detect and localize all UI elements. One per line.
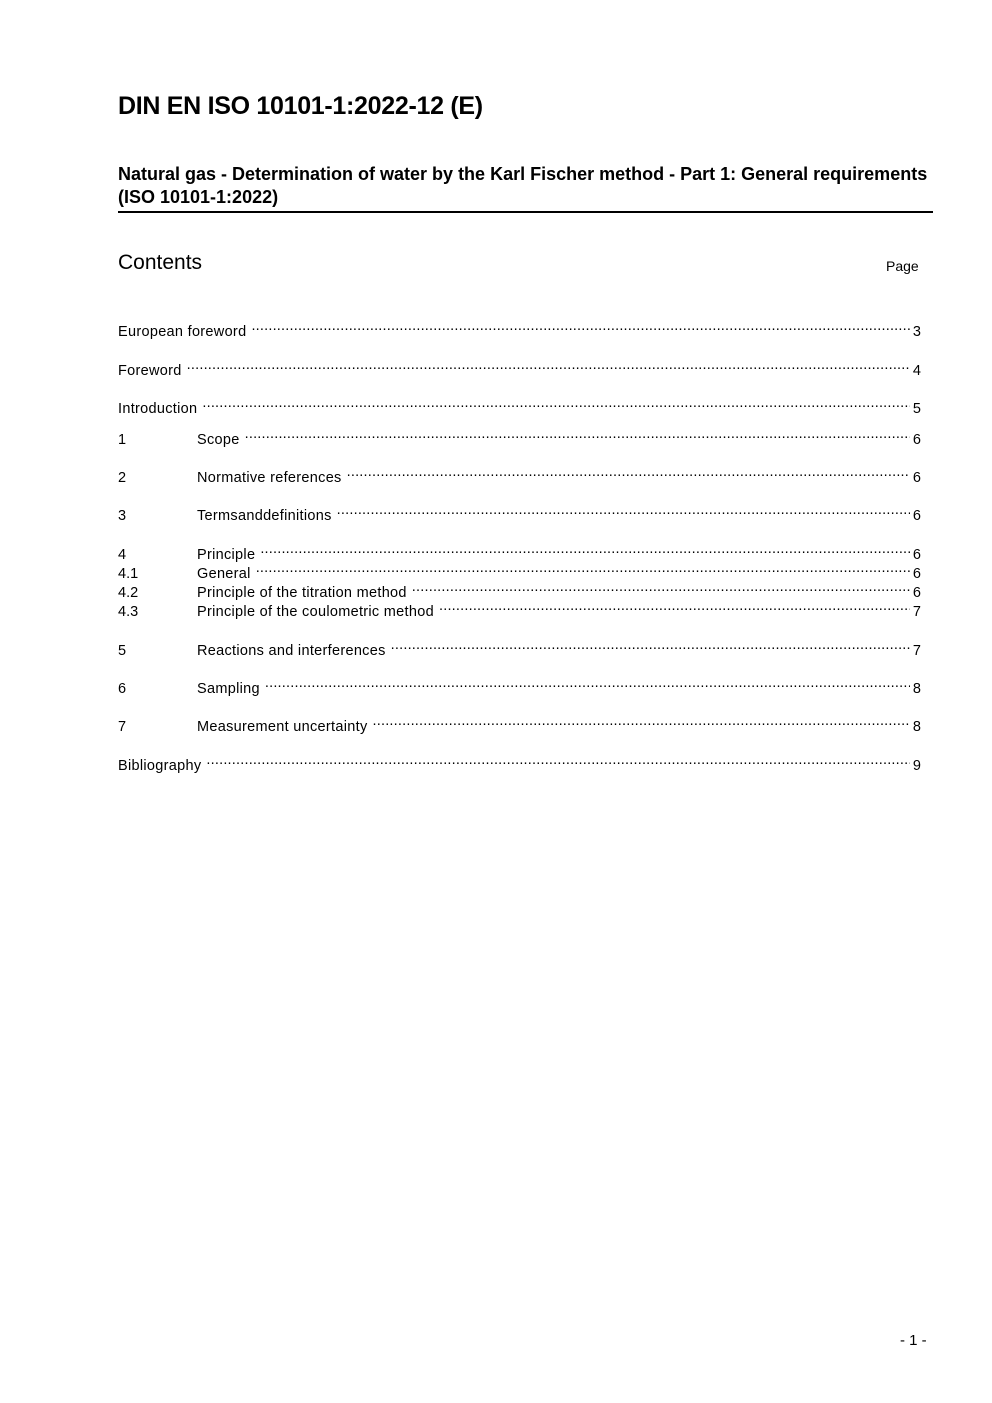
toc-entry-number: 2 bbox=[118, 470, 127, 486]
toc-entry-page: 9 bbox=[912, 758, 921, 774]
toc-entry-page: 8 bbox=[912, 681, 921, 697]
toc-entry-sampling[interactable] bbox=[118, 674, 921, 697]
toc-entry-page: 3 bbox=[912, 324, 921, 340]
toc-entry-page: 6 bbox=[912, 547, 921, 563]
toc-leader-dots bbox=[256, 559, 910, 578]
toc-entry-text: Introduction bbox=[118, 401, 198, 417]
toc-entry-principle[interactable] bbox=[118, 540, 921, 563]
toc-entry-scope[interactable] bbox=[118, 425, 921, 448]
toc-entry-text: Scope bbox=[197, 432, 240, 448]
toc-entry-bibliography[interactable] bbox=[118, 751, 921, 774]
toc-entry-text: Termsanddefinitions bbox=[197, 508, 332, 524]
document-title: DIN EN ISO 10101-1:2022-12 (E) bbox=[118, 92, 483, 120]
toc-entry-number: 4.2 bbox=[118, 585, 139, 601]
toc-entry-measurement-uncertainty[interactable] bbox=[118, 712, 921, 735]
toc-entry-text: Reactions and interferences bbox=[197, 643, 386, 659]
toc-entry-text: General bbox=[197, 566, 251, 582]
toc-entry-number: 6 bbox=[118, 681, 127, 697]
toc-entry-page: 6 bbox=[912, 585, 921, 601]
toc-entry-page: 5 bbox=[912, 401, 921, 417]
toc-entry-text: Measurement uncertainty bbox=[197, 719, 368, 735]
toc-leader-dots bbox=[373, 712, 910, 731]
toc-entry-number: 4.1 bbox=[118, 566, 139, 582]
toc-leader-dots bbox=[251, 317, 909, 336]
toc-leader-dots bbox=[337, 501, 910, 520]
toc-entry-text: Principle of the titration method bbox=[197, 585, 407, 601]
toc-leader-dots bbox=[265, 674, 910, 693]
toc-leader-dots bbox=[206, 751, 910, 770]
toc-entry-coulometric-method[interactable] bbox=[118, 597, 921, 620]
document-subtitle: Natural gas - Determination of water by the Karl Fischer method - Part 1: General requirements (ISO 10101-1:2022) bbox=[118, 163, 933, 213]
toc-entry-european-foreword[interactable] bbox=[118, 317, 921, 340]
toc-entry-text: Principle of the coulometric method bbox=[197, 604, 434, 620]
contents-heading: Contents bbox=[118, 251, 203, 274]
toc-entry-page: 8 bbox=[912, 719, 921, 735]
toc-entry-page: 4 bbox=[912, 363, 921, 379]
toc-entry-reactions-and-interferences[interactable] bbox=[118, 636, 921, 659]
toc-entry-introduction[interactable] bbox=[118, 394, 921, 417]
toc-entry-page: 6 bbox=[912, 432, 921, 448]
toc-entry-normative-references[interactable] bbox=[118, 463, 921, 486]
toc-entry-text: Bibliography bbox=[118, 758, 202, 774]
toc-entry-number: 4.3 bbox=[118, 604, 139, 620]
toc-entry-number: 4 bbox=[118, 547, 127, 563]
toc-entry-terms-and-definitions[interactable] bbox=[118, 501, 921, 524]
toc-leader-dots bbox=[412, 578, 910, 597]
toc-leader-dots bbox=[245, 425, 910, 444]
page-column-heading: Page bbox=[886, 258, 919, 274]
toc-entry-text: Sampling bbox=[197, 681, 260, 697]
toc-entry-page: 7 bbox=[912, 643, 921, 659]
toc-entry-titration-method[interactable] bbox=[118, 578, 921, 601]
toc-entry-number: 1 bbox=[118, 432, 127, 448]
toc-leader-dots bbox=[260, 540, 910, 559]
toc-leader-dots bbox=[439, 597, 910, 616]
toc-entry-page: 6 bbox=[912, 470, 921, 486]
toc-entry-number: 3 bbox=[118, 508, 127, 524]
toc-entry-text: Principle bbox=[197, 547, 256, 563]
toc-entry-number: 7 bbox=[118, 719, 127, 735]
toc-entry-general[interactable] bbox=[118, 559, 921, 582]
toc-entry-page: 6 bbox=[912, 566, 921, 582]
toc-entry-page: 7 bbox=[912, 604, 921, 620]
toc-leader-dots bbox=[347, 463, 910, 482]
toc-entry-number: 5 bbox=[118, 643, 127, 659]
toc-entry-text: Foreword bbox=[118, 363, 182, 379]
footer-page-number: - 1 - bbox=[900, 1332, 927, 1349]
toc-entry-foreword[interactable] bbox=[118, 356, 921, 379]
toc-entry-text: Normative references bbox=[197, 470, 342, 486]
toc-leader-dots bbox=[391, 636, 910, 655]
toc-leader-dots bbox=[202, 394, 910, 413]
toc-leader-dots bbox=[187, 356, 910, 375]
toc-entry-text: European foreword bbox=[118, 324, 247, 340]
toc-entry-page: 6 bbox=[912, 508, 921, 524]
